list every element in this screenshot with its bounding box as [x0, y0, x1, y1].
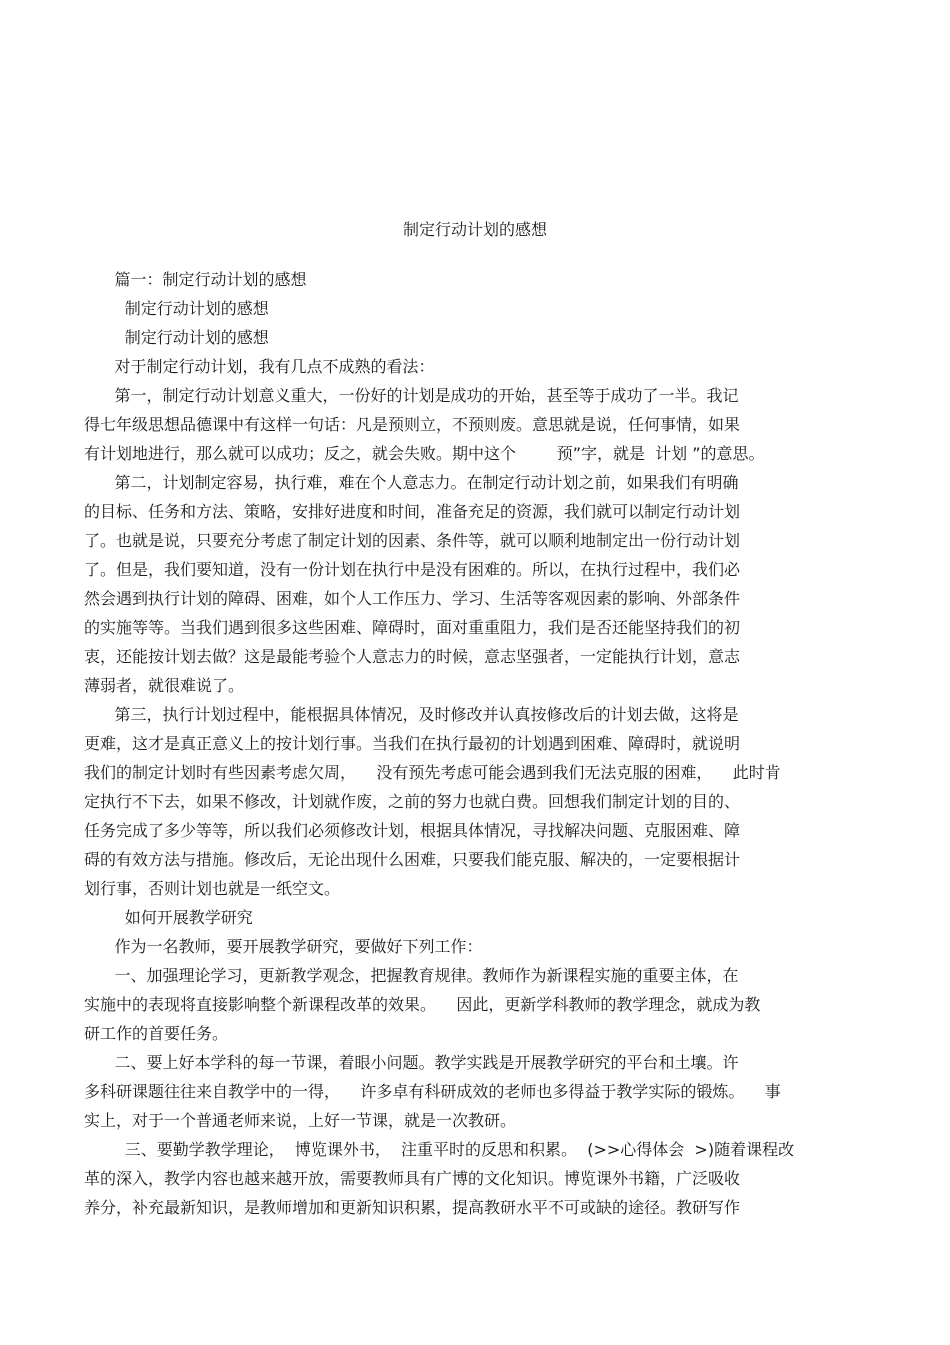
text-line: 第二，计划制定容易，执行难，难在个人意志力。在制定行动计划之前，如果我们有明确 [84, 473, 739, 492]
text-line: 如何开展教学研究 [84, 908, 253, 927]
text-line: 然会遇到执行计划的障碍、困难，如个人工作压力、学习、生活等客观因素的影响、外部条件 [84, 589, 741, 608]
text-line: 研工作的首要任务。 [84, 1024, 229, 1043]
text-line: 对于制定行动计划，我有几点不成熟的看法： [84, 357, 435, 376]
text-line: 制定行动计划的感想 [84, 299, 269, 318]
text-line: 划行事，否则计划也就是一纸空文。 [84, 879, 341, 898]
text-line: 第三，执行计划过程中，能根据具体情况，及时修改并认真按修改后的计划去做，这将是 [84, 705, 739, 724]
text-line: 有计划地进行，那么就可以成功；反之，就会失败。期中这个 预”字，就是 计划 ”的意思。 [84, 444, 765, 463]
text-line: 革的深入，教学内容也越来越开放，需要教师具有广博的文化知识。博览课外书籍，广泛吸收 [84, 1169, 741, 1188]
text-line: 任务完成了多少等等，所以我们必须修改计划，根据具体情况，寻找解决问题、克服困难、障 [84, 821, 741, 840]
text-line: 更难，这才是真正意义上的按计划行事。当我们在执行最初的计划遇到困难、障碍时，就说明 [84, 734, 741, 753]
text-line: 多科研课题往往来自教学中的一得， 许多卓有科研成效的老师也多得益于教学实际的锻炼。 事 [84, 1082, 781, 1101]
text-line: 一、加强理论学习，更新教学观念，把握教育规律。教师作为新课程实施的重要主体，在 [84, 966, 739, 985]
text-line: 定执行不下去，如果不修改，计划就作废，之前的努力也就白费。回想我们制定计划的目的、 [84, 792, 741, 811]
text-line: 的实施等等。当我们遇到很多这些困难、障碍时，面对重重阻力，我们是否还能坚持我们的初 [84, 618, 741, 637]
text-line: 养分，补充最新知识，是教师增加和更新知识积累，提高教研水平不可或缺的途径。教研写作 [84, 1198, 741, 1217]
document-body [84, 265, 874, 1222]
text-line: 第一，制定行动计划意义重大，一份好的计划是成功的开始，甚至等于成功了一半。我记 [84, 386, 739, 405]
document-title: 制定行动计划的感想 [402, 220, 547, 239]
text-line: 实上，对于一个普通老师来说，上好一节课，就是一次教研。 [84, 1111, 517, 1130]
text-line: 了。但是，我们要知道，没有一份计划在执行中是没有困难的。所以，在执行过程中，我们必 [84, 560, 741, 579]
text-line: 我们的制定计划时有些因素考虑欠周， 没有预先考虑可能会遇到我们无法克服的困难， 此时肯 [84, 763, 781, 782]
text-line: 得七年级思想品德课中有这样一句话：凡是预则立，不预则废。意思就是说，任何事情，如果 [84, 415, 741, 434]
text-line: 二、要上好本学科的每一节课，着眼小问题。教学实践是开展教学研究的平台和土壤。许 [84, 1053, 739, 1072]
text-line: 碍的有效方法与措施。修改后，无论出现什么困难，只要我们能克服、解决的，一定要根据计 [84, 850, 741, 869]
text-line: 薄弱者，就很难说了。 [84, 676, 245, 695]
text-line: 三、要勤学教学理论， 博览课外书， 注重平时的反思和积累。 (>>心得体会 >)随着课程改 [84, 1140, 795, 1159]
text-line: 篇一：制定行动计划的感想 [84, 270, 307, 289]
text-line: 的目标、任务和方法、策略，安排好进度和时间，准备充足的资源，我们就可以制定行动计划 [84, 502, 741, 521]
text-line: 衷，还能按计划去做？这是最能考验个人意志力的时候，意志坚强者，一定能执行计划，意志 [84, 647, 741, 666]
text-line: 制定行动计划的感想 [84, 328, 269, 347]
text-line: 作为一名教师，要开展教学研究，要做好下列工作： [84, 937, 483, 956]
text-line: 了。也就是说，只要充分考虑了制定计划的因素、条件等，就可以顺利地制定出一份行动计划 [84, 531, 741, 550]
text-line: 实施中的表现将直接影响整个新课程改革的效果。 因此，更新学科教师的教学理念，就成为教 [84, 995, 761, 1014]
